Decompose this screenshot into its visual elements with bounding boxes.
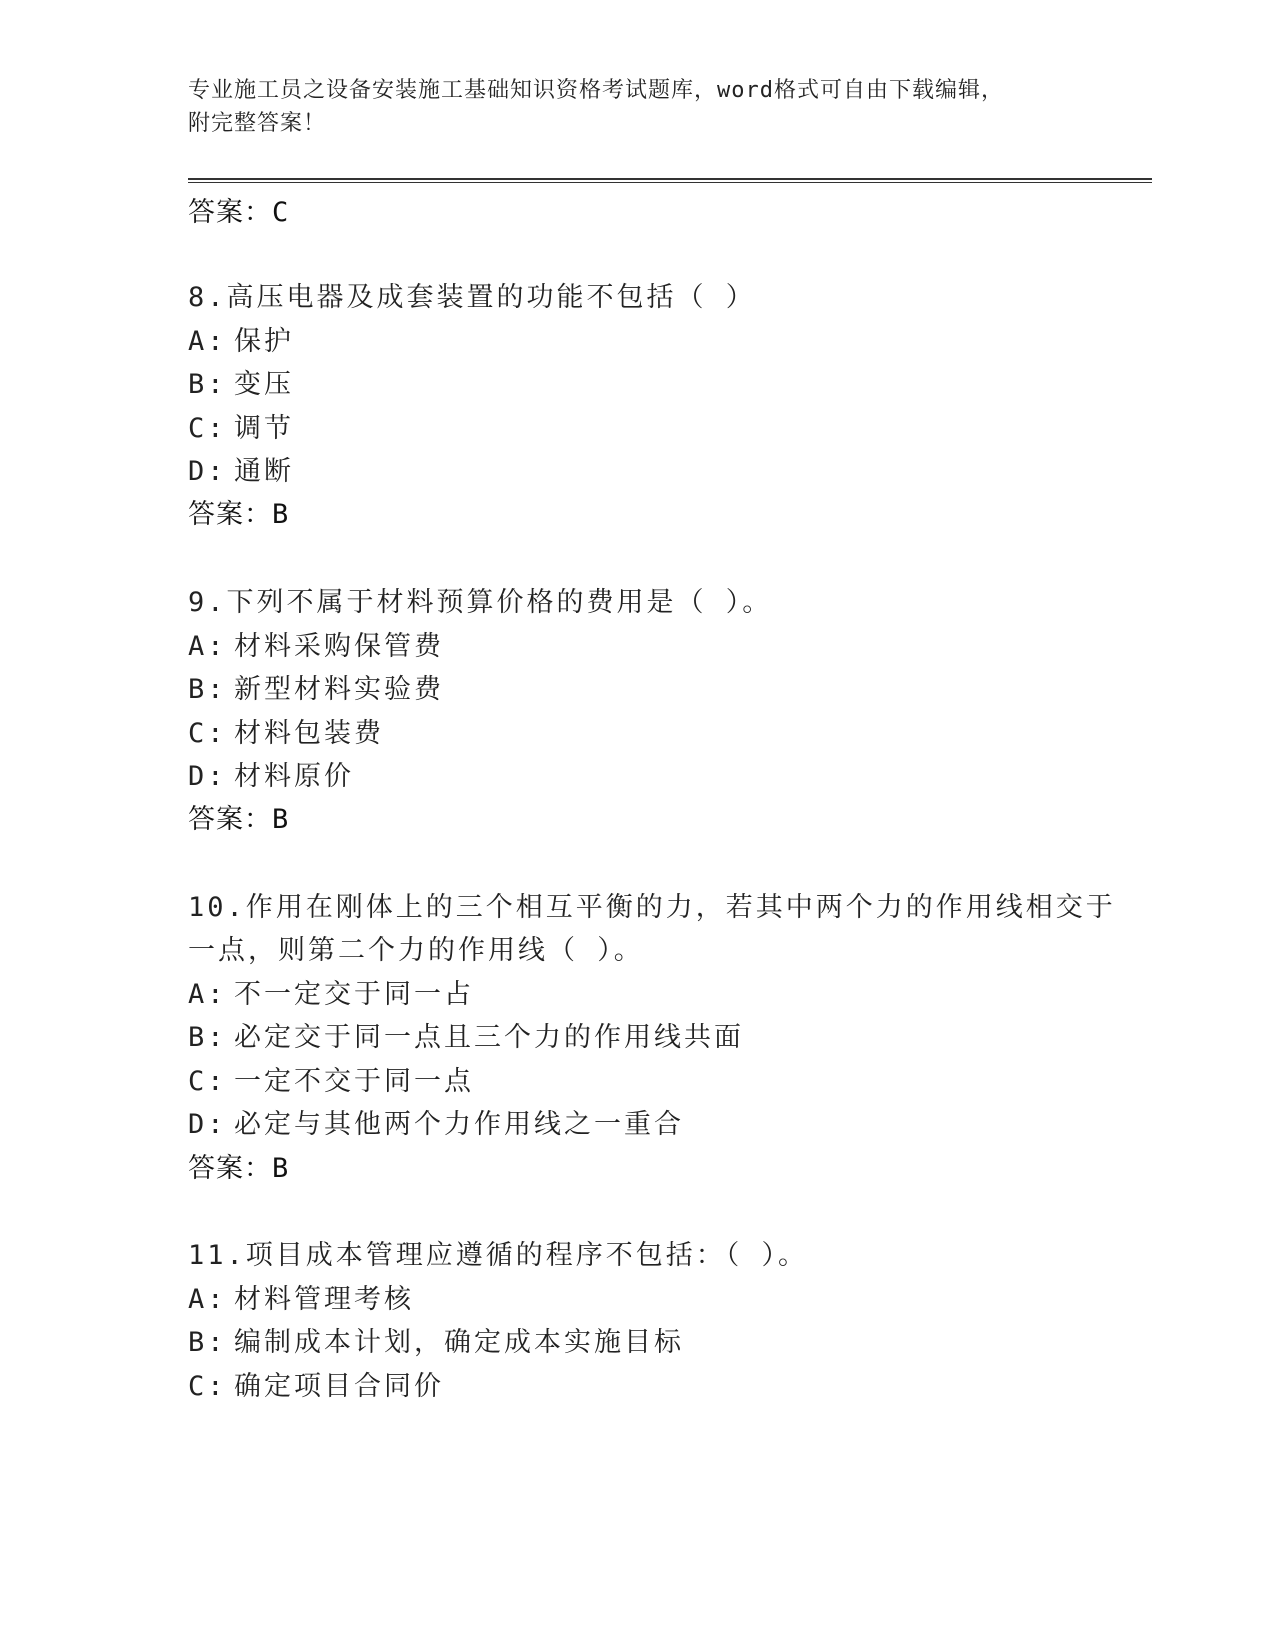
answer-label: 答案： (188, 1153, 272, 1184)
option-letter: C: (188, 413, 227, 444)
option-a (188, 1277, 414, 1316)
option-c (188, 1364, 444, 1403)
answer-value: B (272, 804, 290, 835)
option-text: 材料包装费 (234, 718, 384, 749)
option-letter: A: (188, 979, 227, 1010)
option-text: 变压 (234, 369, 294, 400)
option-text: 通断 (234, 456, 294, 487)
option-b (188, 362, 294, 401)
question-stem-continued: 一点，则第二个力的作用线（ ）。 (188, 935, 644, 966)
option-text: 不一定交于同一占 (234, 979, 474, 1010)
answer-label: 答案： (188, 804, 272, 835)
option-text: 材料采购保管费 (234, 631, 444, 662)
option-letter: A: (188, 631, 227, 662)
question-stem: 8.高压电器及成套装置的功能不包括（ ） (188, 282, 756, 313)
option-letter: B: (188, 674, 227, 705)
option-text: 保护 (234, 326, 294, 357)
question-stem: 11.项目成本管理应遵循的程序不包括：（ ）。 (188, 1240, 809, 1271)
option-text: 必定交于同一点且三个力的作用线共面 (234, 1022, 744, 1053)
answer-line (188, 1146, 289, 1185)
option-text: 材料管理考核 (234, 1284, 414, 1315)
option-letter: B: (188, 1327, 227, 1358)
header-divider (188, 178, 1152, 183)
header-line-1: 专业施工员之设备安装施工基础知识资格考试题库，word格式可自由下载编辑， (188, 78, 1004, 103)
option-letter: D: (188, 1109, 227, 1140)
option-text: 新型材料实验费 (234, 674, 444, 705)
option-a (188, 319, 294, 358)
document-header (188, 74, 1088, 140)
answer-label: 答案： (188, 499, 272, 530)
option-d (188, 449, 294, 488)
option-a (188, 972, 474, 1011)
option-c (188, 711, 384, 750)
answer-value: B (272, 499, 290, 530)
option-b (188, 667, 444, 706)
option-text: 编制成本计划，确定成本实施目标 (234, 1327, 684, 1358)
option-letter: A: (188, 1284, 227, 1315)
option-letter: C: (188, 1371, 227, 1402)
option-text: 一定不交于同一点 (234, 1066, 474, 1097)
option-a (188, 624, 444, 663)
answer-label: 答案： (188, 197, 272, 228)
option-text: 材料原价 (234, 761, 354, 792)
header-line-2: 附完整答案！ (188, 111, 327, 136)
option-text: 必定与其他两个力作用线之一重合 (234, 1109, 684, 1140)
answer-line (188, 797, 289, 836)
option-letter: C: (188, 1066, 227, 1097)
option-d (188, 754, 354, 793)
option-b (188, 1320, 684, 1359)
option-letter: B: (188, 369, 227, 400)
option-letter: A: (188, 326, 227, 357)
option-text: 调节 (234, 413, 294, 444)
answer-line (188, 190, 289, 229)
option-letter: C: (188, 718, 227, 749)
question-stem: 9.下列不属于材料预算价格的费用是（ ）。 (188, 587, 773, 618)
option-letter: D: (188, 761, 227, 792)
option-text: 确定项目合同价 (234, 1371, 444, 1402)
answer-value: C (272, 197, 290, 228)
answer-value: B (272, 1153, 290, 1184)
option-letter: B: (188, 1022, 227, 1053)
option-letter: D: (188, 456, 227, 487)
option-c (188, 1059, 474, 1098)
answer-line (188, 492, 289, 531)
question-stem: 10.作用在刚体上的三个相互平衡的力，若其中两个力的作用线相交于 (188, 892, 1116, 923)
option-c (188, 406, 294, 445)
option-b (188, 1015, 744, 1054)
option-d (188, 1102, 684, 1141)
